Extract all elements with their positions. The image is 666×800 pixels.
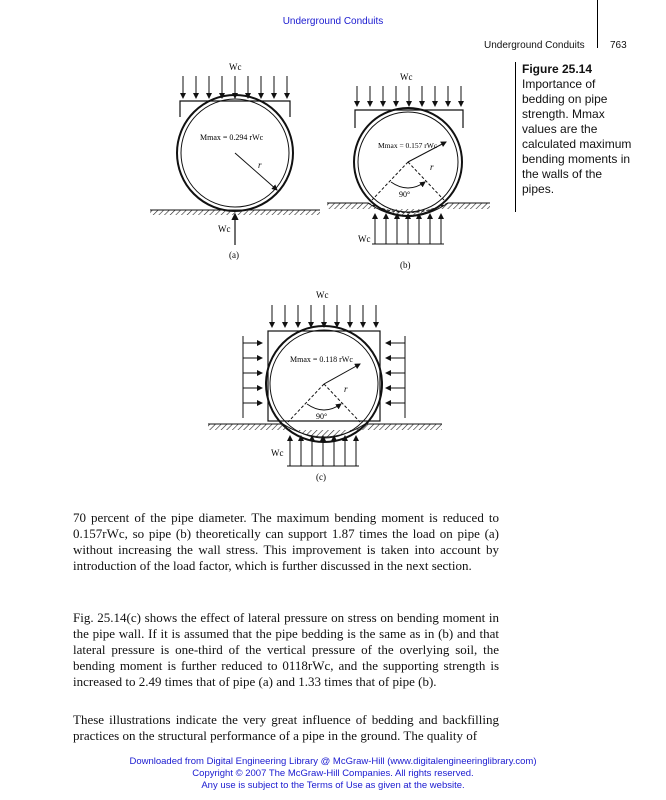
- panel-c: [208, 290, 442, 482]
- support-label-a: Wc: [218, 224, 231, 234]
- load-label-b: Wc: [400, 72, 413, 82]
- support-label-b: Wc: [358, 234, 371, 244]
- panel-label-a: (a): [229, 250, 239, 260]
- page-number: 763: [610, 40, 627, 51]
- radius-label-a: r: [258, 160, 262, 170]
- load-label-c: Wc: [316, 290, 329, 300]
- load-label-a: Wc: [229, 62, 242, 72]
- caption-body: Importance of bedding on pipe strength. Mmax values are the calculated maximum bending moments in the walls of the pipes.: [522, 77, 632, 196]
- footer-copyright-link[interactable]: Copyright © 2007 The McGraw-Hill Companies. All rights reserved.: [192, 768, 474, 779]
- moment-label-a: Mmax = 0.294 rWc: [200, 133, 264, 142]
- body-paragraph-1: 70 percent of the pipe diameter. The maximum bending moment is reduced to 0.157rWc, so pipe (b) theoretically can support 1.87 times the load on pipe (a) without increasing the wall stress. This improvement is taken into account by introduction of the load factor, which is further discussed in the next section.: [73, 510, 499, 573]
- moment-label-b: Mmax = 0.157 rWc: [378, 141, 438, 150]
- angle-label-b: 90°: [399, 190, 411, 199]
- footer-terms-link[interactable]: Any use is subject to the Terms of Use as given at the website.: [201, 780, 465, 791]
- panel-label-b: (b): [400, 260, 411, 270]
- panel-b: [327, 72, 490, 270]
- support-label-c: Wc: [271, 448, 284, 458]
- footer: [0, 756, 666, 792]
- radius-label-b: r: [430, 162, 434, 172]
- panel-a: [150, 62, 320, 260]
- moment-label-c: Mmax = 0.118 rWc: [290, 355, 353, 364]
- caption-title: Figure 25.14: [522, 62, 593, 76]
- body-paragraph-3: These illustrations indicate the very great influence of bedding and backfilling practices on the structural performance of a pipe in the ground. The quality of: [73, 712, 499, 743]
- top-link[interactable]: Underground Conduits: [282, 16, 384, 27]
- radius-label-c: r: [344, 384, 348, 394]
- body-paragraph-2: Fig. 25.14(c) shows the effect of lateral pressure on stress on bending moment in the pipe wall. If it is assumed that the pipe bedding is the same as in (b) and that lateral pressure is one-third of the vertical pressure of the overlying soil, the bending moment is further reduced to 0118rWc, and the supporting strength is increased to 2.49 times that of pipe (a) and 1.33 times that of pipe (b).: [73, 610, 499, 689]
- panel-label-c: (c): [316, 472, 326, 482]
- running-head-section: Underground Conduits: [484, 40, 585, 51]
- angle-label-c: 90°: [316, 412, 328, 421]
- footer-download-link[interactable]: Downloaded from Digital Engineering Library @ McGraw-Hill (www.digitalengineeringlibrary.com): [129, 756, 537, 767]
